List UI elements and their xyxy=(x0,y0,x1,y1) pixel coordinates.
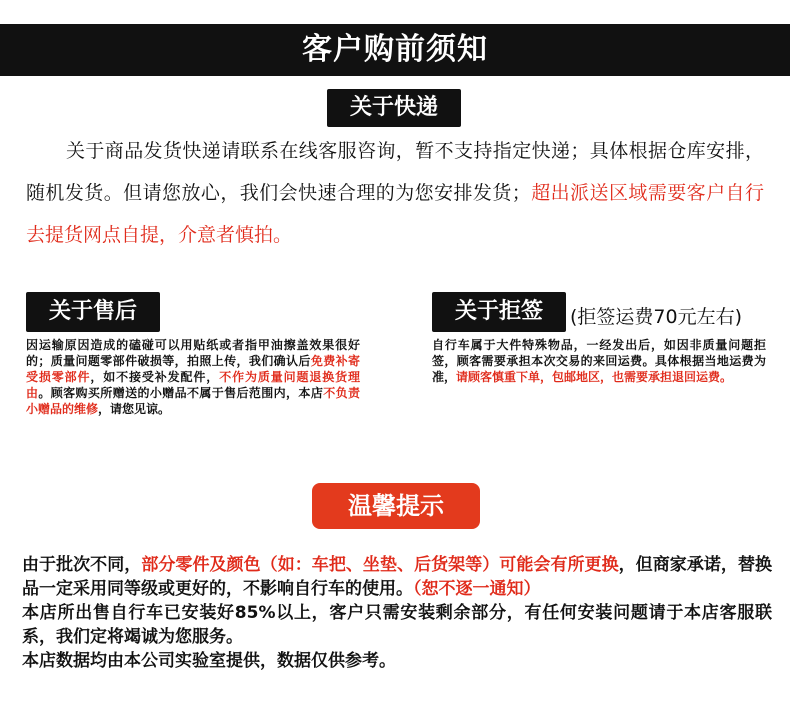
tips-line-3: 本店数据均由本公司实验室提供，数据仅供参考。 xyxy=(22,651,396,671)
after-sales-section-tag: 关于售后 xyxy=(26,292,160,332)
tips-text-1a: 由于批次不同， xyxy=(22,555,142,575)
rejection-warning-text: 请顾客慎重下单，包邮地区，也需要承担退回运费。 xyxy=(456,370,733,384)
after-sales-text-4: ，请您见谅。 xyxy=(98,402,171,416)
rejection-text: 自行车属于大件特殊物品，一经发出后，如因非质量问题拒签，顾客需要承担本次交易的来回运费。具体根据当地运费为准， xyxy=(432,338,766,384)
rejection-fee-note: (拒签运费70元左右) xyxy=(570,306,743,328)
after-sales-highlight-1: 免费补寄受损零部件 xyxy=(26,354,360,384)
rejection-paragraph xyxy=(432,337,766,385)
tips-highlight-2: （恕不逐一通知） xyxy=(413,579,541,599)
after-sales-highlight-3: 不负责小赠品的维修 xyxy=(26,386,360,416)
tips-line-1 xyxy=(22,553,772,601)
rejection-section-tag: 关于拒签 xyxy=(432,292,566,332)
after-sales-text-3: 。顾客购买所赠送的小赠品不属于售后范围内，本店 xyxy=(38,386,324,400)
after-sales-paragraph xyxy=(26,337,360,417)
after-sales-text-2: ，如不接受补发配件， xyxy=(90,370,220,384)
tips-paragraphs xyxy=(22,553,772,673)
page-title: 客户购前须知 xyxy=(0,24,790,76)
express-text: 关于商品发货快递请联系在线客服咨询，暂不支持指定快递；具体根据仓库安排，随机发货。但请您放心，我们会快速合理的为您安排发货； xyxy=(26,140,764,204)
after-sales-text-1: 因运输原因造成的磕碰可以用贴纸或者指甲油擦盖效果很好的；质量问题零部件破损等，拍照上传，我们确认后 xyxy=(26,338,360,368)
after-sales-highlight-2: 不作为质量问题退换货理由 xyxy=(26,370,360,400)
tips-text-1b: ，但商家承诺，替换品一定采用同等级或更好的，不影响自行车的使用。 xyxy=(22,555,773,599)
express-section-tag: 关于快递 xyxy=(327,89,461,127)
express-paragraph xyxy=(26,130,764,256)
express-warning-text: 超出派送区域需要客户自行去提货网点自提，介意者慎拍。 xyxy=(26,182,764,246)
tips-section-tag: 温馨提示 xyxy=(312,483,480,529)
tips-highlight-1: 部分零件及颜色（如：车把、坐垫、后货架等）可能会有所更换 xyxy=(141,555,619,575)
tips-line-2: 本店所出售自行车已安装好85%以上，客户只需安装剩余部分，有任何安装问题请于本店客服联系，我们定将竭诚为您服务。 xyxy=(22,603,772,647)
